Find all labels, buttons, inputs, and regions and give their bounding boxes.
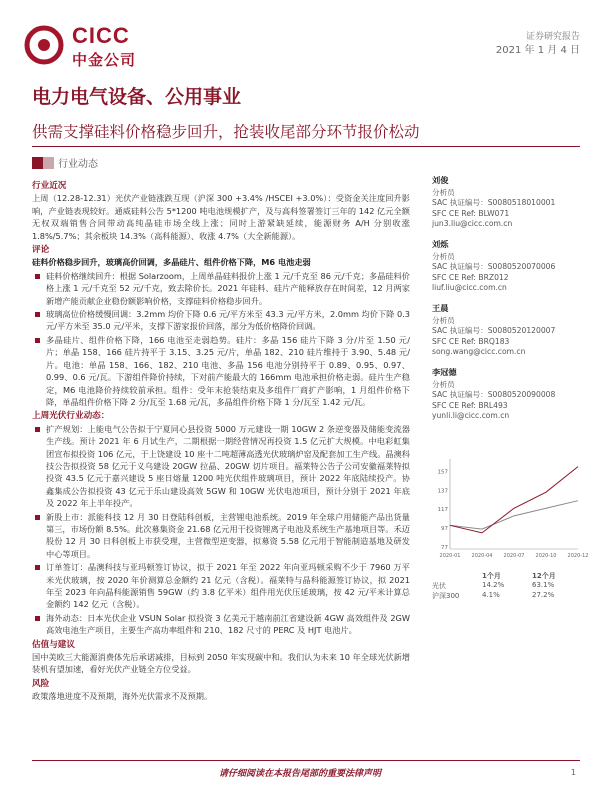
performance-table-cell: 27.2% — [532, 591, 555, 599]
x-tick-label: 2020-04 — [471, 553, 493, 559]
analyst-block — [432, 175, 582, 230]
analyst-column — [432, 172, 582, 422]
analyst-email[interactable]: liuf.liu@cicc.com.cn — [432, 283, 507, 293]
performance-table-row — [432, 581, 582, 591]
report-subtitle: 供需支撑硅料价格稳步回升，抢装收尾部分环节报价松动 — [32, 123, 420, 141]
review-paragraph: 上周（12.28-12.31）光伏产业链涨跌互现（沪深 300 +3.4% /HSCEI +3.0%）：受资金关注度回升影响，产业链表现较好。通威硅料公告 5*1200 吨电池规模扩产，及与高科签署签订三年的 142 亿元全额无权双端销售合同带动高纯晶硅市场全线上涨；同时上游紧缺延续，能源财务 A/H 分别收涨 1.8%/5.7%；其余板块 14.3%（高科能源）、收涨 4.7%（大全新能源）。 — [32, 193, 410, 241]
analyst-sac: SAC 执证编号：S0080520090008 — [432, 390, 556, 400]
analyst-sfc: SFC CE Ref: BRQ183 — [432, 336, 510, 346]
x-tick-label: 2020-01 — [439, 553, 461, 559]
analyst-sac: SAC 执证编号：S0080520120007 — [432, 326, 556, 336]
analyst-block — [432, 367, 582, 422]
performance-table-cell: 光伏 — [432, 582, 446, 590]
performance-chart-svg — [432, 455, 589, 565]
section-heading-invest: 估值与建议 — [32, 639, 75, 650]
performance-table-cell: 4.1% — [482, 591, 500, 599]
cicc-logo — [24, 22, 174, 72]
performance-table-cell: 沪深300 — [432, 592, 460, 600]
header-meta — [496, 30, 580, 58]
series-line — [450, 467, 578, 533]
y-tick-label: 77 — [441, 545, 448, 552]
performance-table-cell: 14.2% — [482, 581, 505, 589]
performance-table — [432, 571, 582, 601]
performance-table-cell — [432, 571, 482, 581]
logo-en: CICC — [72, 23, 130, 48]
section-heading-risk: 风险 — [32, 678, 50, 689]
analyst-role: 分析员 — [432, 187, 455, 197]
company-bullet: 海外动态：日本光伏企业 VSUN Solar 拟投资 3 亿美元于越南前江省建设新 4GW 高效组件及 2GW 高效电池生产项目，主要生产高功率组件和 210、182 尺寸的 PERC 及 HJT 电池片。 — [32, 612, 410, 637]
analyst-name: 王晨 — [432, 302, 449, 313]
analyst-sac: SAC 执证编号：S0080518010001 — [432, 198, 556, 208]
analyst-email[interactable]: jun3.liu@cicc.com.cn — [432, 219, 513, 229]
analyst-sfc: SFC CE Ref: BLW071 — [432, 208, 510, 218]
analyst-email[interactable]: yunli.li@cicc.com.cn — [432, 411, 510, 421]
y-tick-label: 97 — [441, 526, 448, 533]
x-tick-label: 2020-07 — [503, 553, 525, 559]
y-tick-label: 157 — [437, 469, 448, 476]
series-line — [450, 501, 578, 529]
analyst-sfc: SFC CE Ref: BRL493 — [432, 400, 508, 410]
tag-label: 行业动态 — [58, 159, 98, 170]
report-type: 证券研究报告 — [525, 32, 580, 42]
industry-tag — [32, 152, 98, 171]
comment-lead: 硅料价格稳步回升，玻璃高价回调，多晶硅片、组件价格下降，M6 电池走弱 — [32, 257, 311, 268]
y-tick-label: 137 — [437, 488, 448, 495]
performance-chart — [432, 455, 589, 605]
section-heading-company: 上周光伏行业动态： — [32, 411, 110, 422]
analyst-role: 分析员 — [432, 379, 455, 389]
performance-table-row — [432, 591, 582, 601]
performance-table-cell: 63.1% — [532, 581, 555, 589]
cicc-logo-icon — [24, 25, 64, 65]
report-title: 电力电气设备、公用事业 — [32, 86, 242, 108]
analyst-block — [432, 239, 582, 294]
analyst-name: 刘俊 — [432, 175, 449, 185]
comment-bullet: 玻璃高位价格缓慢回调：3.2mm 均价下降 0.6 元/平方米至 43.3 元/平方米，2.0mm 均价下降 0.3 元/平方米至 35.0 元/平米，支撑下游家报价回落，部分为低价格降价回调。 — [32, 308, 410, 333]
analyst-role: 分析员 — [432, 251, 455, 261]
invest-paragraph: 国中美欧三大能源消费体先后承诺减排，目标到 2050 年实现碳中和。我们认为未来 10 年全球光伏新增装机有望加速，看好光伏产业链全方位受益。 — [32, 652, 410, 675]
risk-paragraph: 政策落地进度不及预期，海外光伏需求不及预期。 — [32, 691, 213, 702]
tag-bars-icon — [32, 157, 54, 169]
analyst-sfc: SFC CE Ref: BRZ012 — [432, 272, 509, 282]
analyst-block — [432, 303, 582, 358]
analyst-name: 刘烁 — [432, 238, 449, 249]
x-tick-label: 2020-12 — [567, 553, 589, 559]
main-column — [32, 178, 410, 704]
x-tick-label: 2020-10 — [535, 553, 557, 559]
analyst-sac: SAC 执证编号：S0080520070006 — [432, 262, 556, 272]
company-bullet: 订单签订：晶澳科技与亚玛顿签订协议，拟于 2021 年至 2022 年向亚玛顿采购不少于 7960 万平米光伏玻璃，按 2020 年价测算总金额约 21 亿元（含税）。福莱特与晶科能源签订协议，拟 2021 年至 2023 年向晶科能源销售 59GW（约 3.8 亿平米）组件用光伏压延玻璃，按 42 元/平米计算总金额约 142 亿元（含税）。 — [32, 561, 410, 611]
footer-divider — [32, 760, 580, 761]
performance-table-row — [432, 571, 582, 581]
legal-notice: 请仔细阅读在本报告尾部的重要法律声明 — [218, 769, 381, 779]
title-divider — [32, 146, 580, 147]
performance-table-cell: 12个月 — [532, 572, 556, 580]
analyst-email[interactable]: song.wang@cicc.com.cn — [432, 347, 526, 357]
company-bullet: 扩产规划：上能电气公告拟于宁夏同心县投资 5000 万元建设一期 10GW 2 条逆变器及储能变流器生产线。预计 2021 年 6 月试生产，二期根据一期经营情况再投资 1.5 亿元扩大规模。中电彩虹集团宣布拟投资 106 亿元，于上饶建设 10 座十二吨超薄高透光伏玻璃炉窑及配套加工生产线。晶澳科技公告拟投资 58 亿元于义乌建设 20GW 拉晶、20GW 切片项目。福莱特公告子公司安徽福莱特拟投资 43.5 亿元于嘉兴建设 5 座日熔量 1200 吨光伏组件玻璃项目，预计 2022 年底陆续投产。协鑫集成公告拟投资 43 亿元于乐山建设高效 5GW 和 10GW 光伏电池项目，预计分别于 2021 年底及 2022 年上半年投产。 — [32, 423, 410, 510]
analyst-name: 李冠德 — [432, 366, 457, 377]
performance-table-cell: 1个月 — [482, 572, 501, 580]
analyst-role: 分析员 — [432, 315, 455, 325]
comment-bullet: 多晶硅片、组件价格下降，166 电池至走弱趋势。硅片：多晶 156 硅片下降 3 分/片至 1.50 元/片；单晶 158、166 硅片持平于 3.15、3.25 元/片，单晶 182、210 硅片维持于 3.90、5.48 元/片。电池：单晶 158、166、182、210 电池、多晶 156 电池分别持平于 0.89、0.95、0.97、0.99、0.6 元/瓦。下游组件降价持续，下对前产能最大的 166mm 电池承担价格走弱。硅片生产稳定，M6 电池降价持续较前承担。组件：受年末抢装结束及多组件厂商扩产影响，1 月组件价格下降，单晶组件价格下降 2 分/瓦至 1.68 元/瓦，多晶组件价格下降 1 分/瓦至 1.42 元/瓦。 — [32, 334, 410, 408]
page-number: 1 — [570, 768, 576, 777]
section-heading-comment: 评论 — [32, 245, 50, 256]
comment-bullet: 硅料价格继续回升：根据 Solarzoom，上周单晶硅料报价上涨 1 元/千克至 86 元/千克；多晶硅料价格上涨 1 元/千克至 52 元/千克，致去除价长。2021 年硅料、硅片产能释放存在时间差，12 月两家新增产能贡献企业稳份额影响价格，支撑硅料价格稳步回升。 — [32, 270, 410, 307]
logo-cn: 中金公司 — [72, 51, 137, 69]
company-bullet: 新股上市：派能科技 12 月 30 日登陆科创板，主营锂电池系统。2019 年全球户用储能产品出货量第三，市场份额 8.5%。此次募集资金 21.68 亿元用于投资锂离子电池及系统生产基地项目等。禾迈股份 12 月 30 日科创板上市获受理，主营微型逆变器，拟募资 5.58 亿元用于智能制造基地及研发中心等项目。 — [32, 511, 410, 561]
section-heading-review: 行业近况 — [32, 181, 67, 191]
report-date: 2021 年 1 月 4 日 — [495, 45, 580, 56]
y-tick-label: 117 — [437, 507, 448, 514]
